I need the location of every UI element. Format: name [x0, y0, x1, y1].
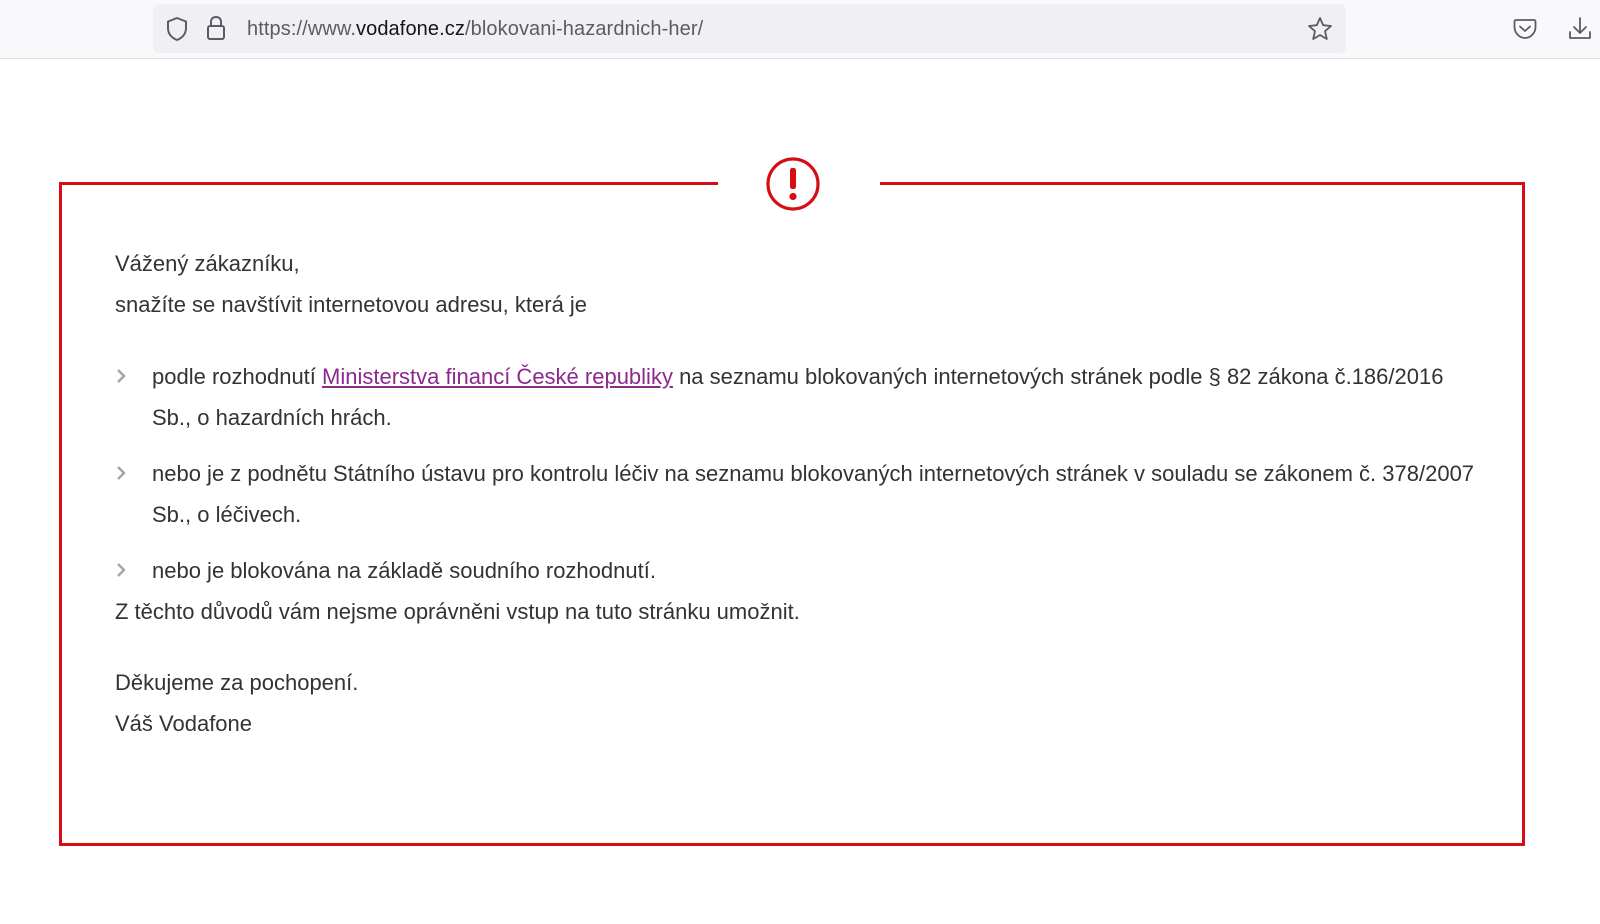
reason1-text-after: na seznamu blokovaných internetových stránek podle § 82 zákona č.186/2016 Sb., o hazardních hrách. — [152, 364, 1444, 430]
list-item — [115, 550, 1485, 591]
address-bar[interactable] — [153, 4, 1346, 53]
chevron-right-icon — [115, 464, 127, 482]
reason3-text: nebo je blokována na základě soudního rozhodnutí. — [152, 558, 656, 583]
download-icon[interactable] — [1568, 16, 1592, 42]
shield-icon[interactable] — [165, 16, 189, 42]
pocket-icon[interactable] — [1513, 18, 1537, 40]
greeting-block — [115, 243, 1485, 325]
conclusion-text: Z těchto důvodů vám nejsme oprávněni vstup na tuto stránku umožnit. — [115, 599, 800, 624]
chevron-right-icon — [115, 367, 127, 385]
browser-toolbar — [0, 0, 1600, 59]
reason1-text-before: podle rozhodnutí — [152, 364, 323, 389]
url-prefix: https://www. — [247, 18, 357, 40]
notice-content — [115, 243, 1485, 744]
intro-text: snažíte se navštívit internetovou adresu, která je — [115, 292, 588, 317]
thanks-text: Děkujeme za pochopení. — [115, 670, 359, 695]
closing-block — [115, 662, 1485, 744]
reasons-list — [115, 356, 1485, 591]
star-icon[interactable] — [1307, 16, 1333, 42]
signature: Váš Vodafone — [115, 711, 253, 736]
reason2-text: nebo je z podnětu Státního ústavu pro kontrolu léčiv na seznamu blokovaných internetových stránek v souladu se zákonem č. 378/2007 Sb., o léčivech. — [152, 461, 1475, 527]
list-item — [115, 453, 1485, 535]
url-path: /blokovani-hazardnich-her/ — [464, 18, 704, 40]
greeting: Vážený zákazníku, — [115, 251, 300, 276]
exclamation-circle-icon — [765, 156, 821, 212]
url-domain: vodafone.cz — [356, 18, 465, 40]
lock-icon[interactable] — [206, 15, 226, 41]
chevron-right-icon — [115, 561, 127, 579]
url-text[interactable] — [247, 4, 703, 53]
ministry-of-finance-link[interactable]: Ministerstva financí České republiky — [322, 364, 673, 389]
list-item — [115, 356, 1485, 438]
